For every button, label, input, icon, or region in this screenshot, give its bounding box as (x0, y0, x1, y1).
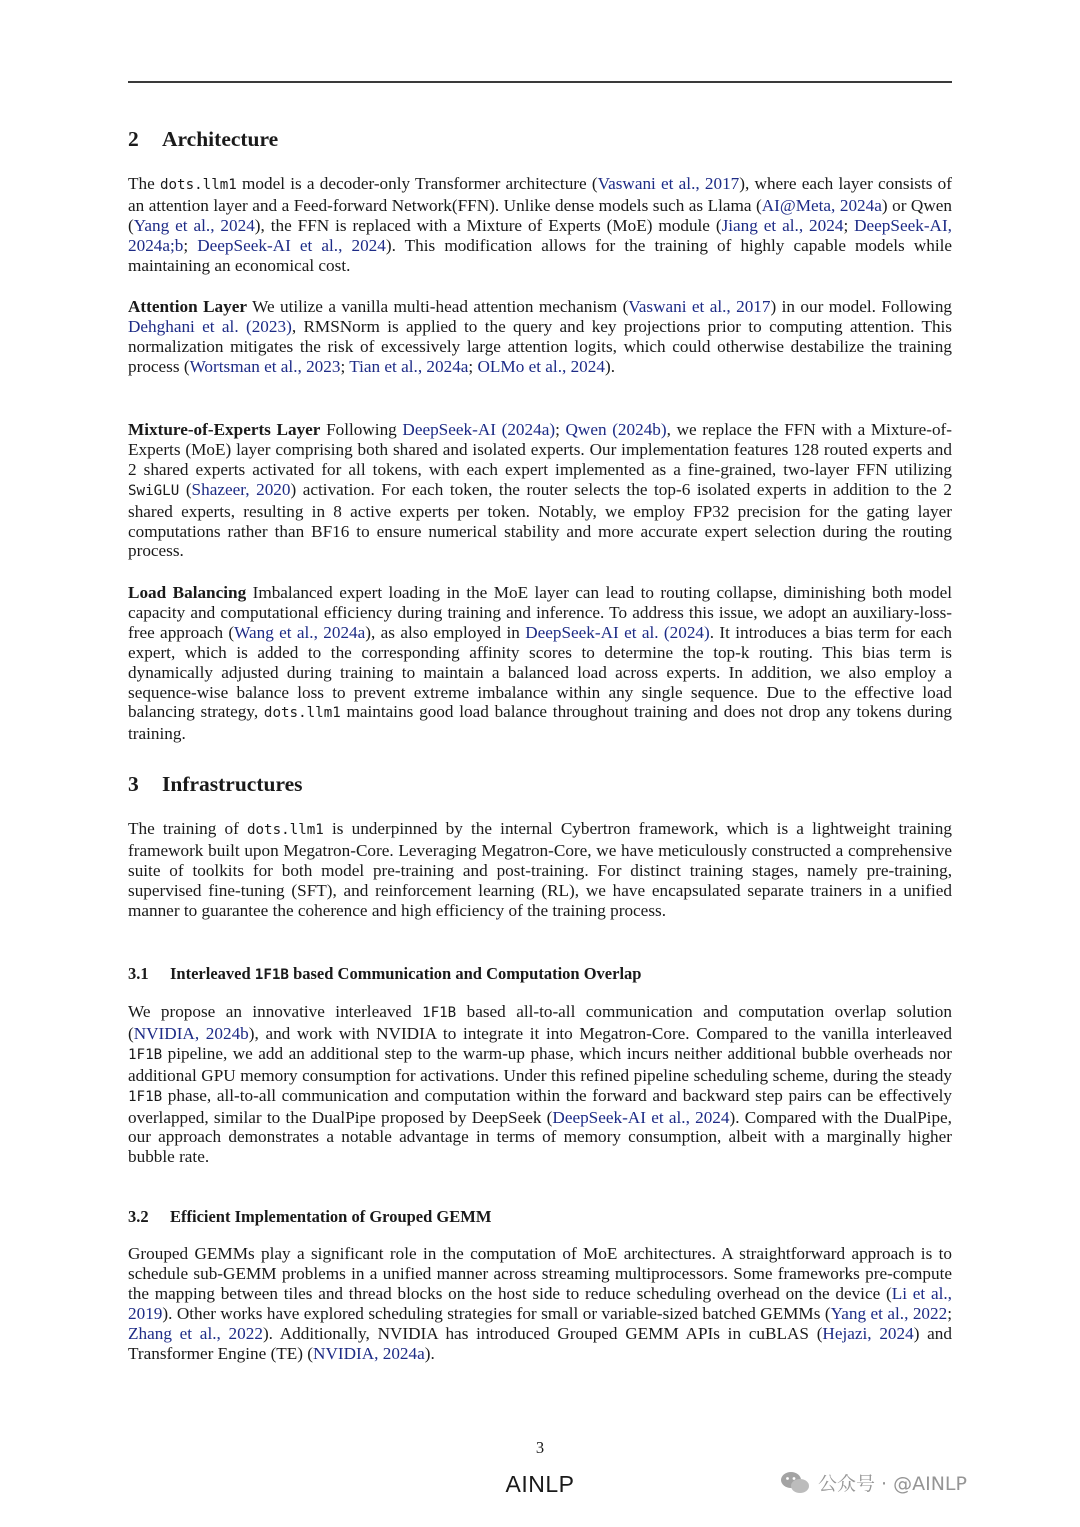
code-term: 1F1B (128, 1088, 163, 1105)
subsection-number: 3.1 (128, 964, 149, 983)
section-title: Infrastructures (162, 772, 303, 796)
subsection-title: Efficient Implementation of Grouped GEMM (170, 1207, 492, 1226)
code-term: SwiGLU (128, 482, 180, 499)
subsection-heading-3-2 (128, 1209, 491, 1226)
section-heading-infrastructures (128, 774, 303, 796)
text-run: ). Other works have explored scheduling strategies for small or variable-sized batched GEMMs ( (162, 1303, 831, 1323)
code-term: dots.llm1 (263, 705, 341, 722)
text-run: model is a decoder-only Transformer architecture ( (236, 174, 598, 193)
citation-link[interactable]: Yang et al., 2024 (133, 215, 255, 235)
text-run: maintains good load balance throughout training and does not drop any tokens during training. (128, 702, 953, 744)
citation-link[interactable]: Wortsman et al., 2023 (189, 356, 341, 376)
citation-link[interactable]: OLMo et al., 2024 (477, 356, 605, 376)
header-rule (128, 81, 952, 83)
text-run: phase, all-to-all communication and computation within the forward and backward step pairs can be effectively overlapped, similar to the DualPipe proposed by DeepSeek ( (128, 1085, 952, 1127)
text-run: ), the FFN is replaced with a Mixture of Experts (MoE) module ( (254, 215, 722, 235)
text-run: based all-to-all communication and computation overlap solution ( (128, 1002, 952, 1043)
text-run: ; (555, 420, 566, 439)
citation-link[interactable]: Hejazi, 2024 (822, 1323, 914, 1343)
paragraph-infrastructures-intro (128, 819, 952, 921)
citation-link[interactable]: Vaswani et al., 2017 (628, 297, 771, 316)
text-run: ( (179, 479, 192, 499)
section-heading-architecture (128, 129, 278, 151)
paragraph-run-in-heading: Mixture-of-Experts Layer (128, 420, 321, 439)
section-number: 3 (128, 772, 139, 796)
subsection-title-b: based Communication and Computation Overlap (293, 964, 642, 983)
citation-link[interactable]: Vaswani et al., 2017 (597, 174, 740, 193)
page-number: 3 (535, 1438, 545, 1457)
watermark-text: 公众号 · @AINLP (818, 1473, 967, 1495)
paragraph-moe-layer (128, 420, 952, 561)
code-term: 1F1B (128, 1046, 163, 1063)
citation-link[interactable]: Li et al., 2019 (128, 1283, 952, 1323)
paragraph-attention-layer (128, 297, 952, 377)
text-run: ; (843, 215, 855, 235)
code-term: 1F1B (422, 1005, 457, 1021)
subsection-number: 3.2 (128, 1207, 149, 1226)
text-run: We utilize a vanilla multi-head attention mechanism ( (247, 297, 629, 316)
text-run: ) or Qwen ( (128, 195, 952, 235)
citation-link[interactable]: Zhang et al., 2022 (128, 1323, 263, 1343)
paragraph-architecture-intro (128, 174, 952, 276)
code-term: dots.llm1 (159, 177, 237, 193)
citation-link[interactable]: AI@Meta, 2024a (761, 195, 882, 215)
wechat-icon (780, 1470, 810, 1496)
text-run: , RMSNorm is applied to the query and key projections prior to computing attention. This normalization mitigates the risk of excessively large attention logits, which could otherwise destabilize the training process ( (128, 316, 953, 376)
text-run: . It introduces a bias term for each expert, which is added to the corresponding affinity scores to determine the top-k routing. This bias term is dynamically adjusted during training to maintain a balanced load across experts. In addition, we also employ a sequence-wise balance loss to prevent extreme imbalance within any single sequence. Due to the effective load balancing strategy, (128, 622, 952, 722)
text-run: ). This modification allows for the training of highly capable models while maintaining an economical cost. (128, 235, 952, 275)
text-run: We propose an innovative interleaved (128, 1002, 423, 1021)
text-run: is underpinned by the internal Cybertron framework, which is a lightweight training framework built upon Megatron-Core. Leveraging Megatron-Core, we have meticulously constructed a comprehensive suite of toolkits for both model pre-training and post-training. For distinct training stages, namely pre-training, supervised fine-tuning (SFT), and reinforcement learning (RL), we have encapsulated separate trainers in a unified manner to guarantee the coherence and high efficiency of the training process. (128, 819, 952, 920)
citation-link[interactable]: DeepSeek-AI (2024a) (402, 420, 556, 439)
text-run: ), where each layer consists of an attention layer and a Feed-forward Network(FFN). Unlike dense models such as Llama ( (128, 174, 952, 215)
citation-link[interactable]: Dehghani et al. (2023) (128, 316, 292, 336)
citation-link[interactable]: DeepSeek-AI, 2024a;b (128, 215, 952, 255)
paragraph-grouped-gemm (128, 1244, 952, 1363)
section-number: 2 (128, 127, 139, 151)
text-run: Grouped GEMMs play a significant role in the computation of MoE architectures. A straightforward approach is to schedule sub-GEMM problems in a unified manner across streaming multiprocessors. Some frameworks pre-compute the mapping between tiles and thread blocks on the host side to reduce scheduling overhead on the device ( (128, 1244, 952, 1303)
text-run: ), and work with NVIDIA to integrate it into Megatron-Core. Compared to the vanilla interleaved (248, 1023, 952, 1043)
citation-link[interactable]: Jiang et al., 2024 (721, 215, 844, 235)
text-run: Following (320, 420, 403, 439)
text-run: ; (947, 1303, 952, 1323)
text-run: ) activation. For each token, the router selects the top-6 isolated experts in addition to the 2 shared experts, resulting in 8 active experts per token. Notably, we employ FP32 precision for the gating layer computations rather than BF16 to ensure numerical stability and more accurate expert selection during the routing process. (128, 479, 952, 561)
text-run: ; (468, 356, 478, 376)
text-run: , we replace the FFN with a Mixture-of-Experts (MoE) layer comprising both shared and isolated experts. Our implementation features 128 routed experts and 2 shared experts activated for all tokens, with each expert implemented as a fine-grained, two-layer FFN utilizing (128, 420, 953, 479)
watermark (780, 1469, 967, 1496)
paragraph-interleaved-1f1b (128, 1002, 952, 1167)
subsection-title-code: 1F1B (254, 967, 289, 983)
subsection-title-a: Interleaved (170, 964, 251, 983)
citation-link[interactable]: Shazeer, 2020 (191, 479, 291, 499)
text-run: The (128, 174, 160, 193)
paragraph-run-in-heading: Attention Layer (128, 297, 248, 316)
text-run: ; (183, 235, 198, 255)
paragraph-load-balancing (128, 583, 952, 744)
citation-link[interactable]: Wang et al., 2024a (234, 622, 366, 642)
text-run: ). (424, 1343, 435, 1363)
section-title: Architecture (162, 127, 279, 151)
citation-link[interactable]: NVIDIA, 2024b (133, 1023, 249, 1043)
citation-link[interactable]: Tian et al., 2024a (349, 356, 469, 376)
paragraph-run-in-heading: Load Balancing (128, 583, 247, 602)
citation-link[interactable]: NVIDIA, 2024a (313, 1343, 425, 1363)
text-run: pipeline, we add an additional step to the warm-up phase, which incurs neither additional bubble overheads nor additional GPU memory consumption for activations. Under this refined pipeline scheduling scheme, during the steady (128, 1043, 952, 1085)
text-run: ) and Transformer Engine (TE) ( (128, 1323, 952, 1363)
citation-link[interactable]: Qwen (2024b) (565, 420, 667, 439)
text-run: The training of (128, 819, 247, 838)
text-run: ). Compared with the DualPipe, our approach demonstrates a notable advantage in terms of memory consumption, albeit with a marginally higher bubble rate. (128, 1107, 952, 1167)
text-run: ). Additionally, NVIDIA has introduced Grouped GEMM APIs in cuBLAS ( (262, 1323, 823, 1343)
brand-label: AINLP (505, 1471, 575, 1497)
subsection-heading-3-1 (128, 966, 641, 983)
text-run: ). (604, 356, 615, 376)
code-term: dots.llm1 (246, 822, 324, 838)
citation-link[interactable]: DeepSeek-AI et al., 2024 (552, 1107, 730, 1127)
text-run: ), as also employed in (365, 622, 526, 642)
citation-link[interactable]: Yang et al., 2022 (830, 1303, 948, 1323)
text-run: ) in our model. Following (770, 297, 953, 316)
text-run: Imbalanced expert loading in the MoE layer can lead to routing collapse, diminishing both model capacity and computational efficiency during training and inference. To address this issue, we adopt an auxiliary-loss-free approach ( (128, 583, 952, 642)
text-run: ; (340, 356, 350, 376)
citation-link[interactable]: DeepSeek-AI et al. (2024) (525, 622, 710, 642)
citation-link[interactable]: DeepSeek-AI et al., 2024 (197, 235, 386, 255)
